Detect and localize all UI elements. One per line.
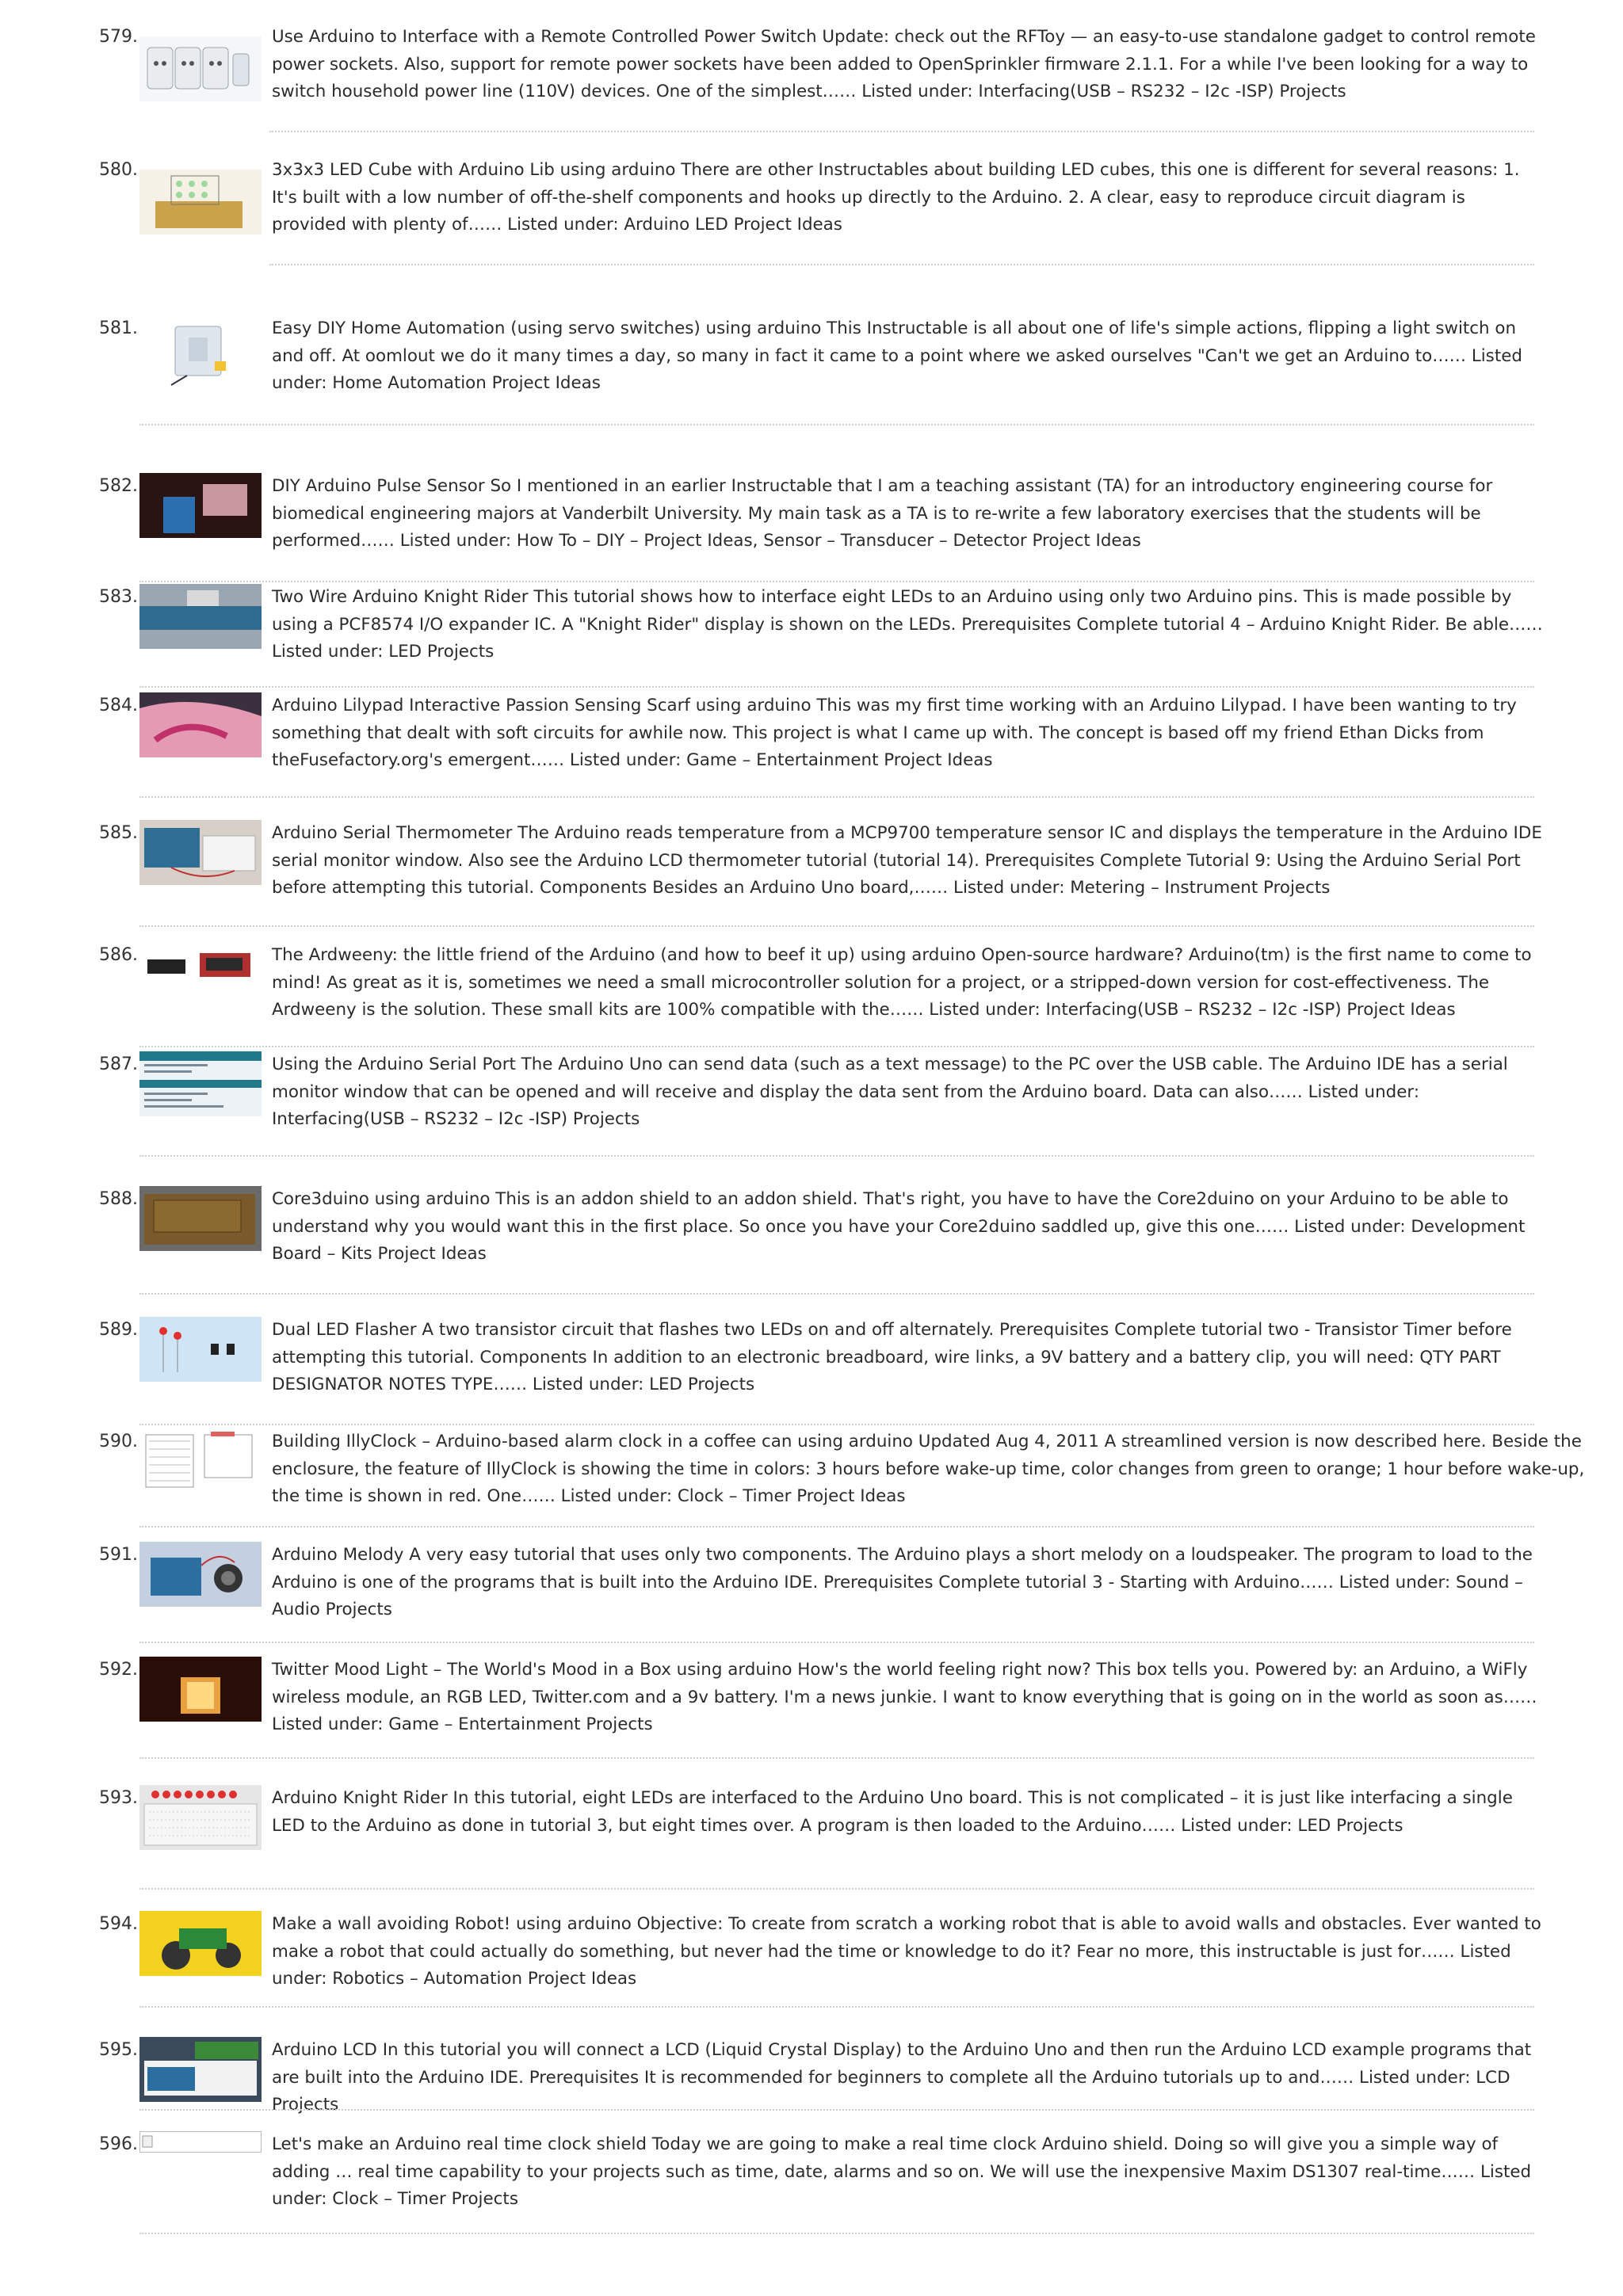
wall-avoiding-robot-thumbnail-svg xyxy=(139,1911,262,1976)
item-description-link[interactable]: Building IllyClock – Arduino-based alarm clock in a coffee can using arduino Updated Aug 4, 2011 A streamlined version is now described here. Beside the enclosure, the feature of IllyClock is showing the time in colors: 3 hours before wake-up time, color changes from green to orange; 1 hour before wake-up, the time is shown in red. One…… Listed under: Clock – Timer Project Ideas xyxy=(272,1432,1585,1506)
arduino-melody-thumbnail-svg xyxy=(139,1542,262,1607)
dotted-separator xyxy=(139,686,1534,688)
item-description-link[interactable]: Using the Arduino Serial Port The Arduino Uno can send data (such as a text message) to the PC over the USB cable. The Arduino IDE has a serial monitor window that can be opened and will receive and display the data sent from the Arduino board. Data can also…… Listed under: Interfacing(USB – RS232 – I2c -ISP) Projects xyxy=(272,1055,1508,1129)
servo-switch-thumbnail[interactable] xyxy=(139,322,262,387)
item-description-link[interactable]: Arduino Lilypad Interactive Passion Sensing Scarf using arduino This was my first time working with an Arduino Lilypad. I have been wanting to try something that dealt with soft circuits for awhile now. This project is what I came up with. The concept is based off my friend Ethan Dicks from theFusefactory.org's emergent…… Listed under: Game – Entertainment Project Ideas xyxy=(272,696,1517,770)
item-number: 589. xyxy=(99,1320,138,1340)
serial-port-thumbnail[interactable] xyxy=(139,1051,262,1116)
knight-rider-thumbnail-svg xyxy=(139,1785,262,1850)
knight-rider-two-wire-thumbnail[interactable] xyxy=(139,584,262,649)
item-description-link[interactable]: Arduino Serial Thermometer The Arduino reads temperature from a MCP9700 temperature sensor IC and displays the temperature in the Arduino IDE serial monitor window. Also see the Arduino LCD thermometer tutorial (tutorial 14). Prerequisites Complete Tutorial 9: Using the Arduino Serial Port before attempting this tutorial. Components Besides an Arduino Uno board,…… Listed under: Metering – Instrument Projects xyxy=(272,823,1542,898)
item-number: 593. xyxy=(99,1788,138,1808)
dotted-separator xyxy=(139,925,1534,927)
pulse-sensor-thumbnail-svg xyxy=(139,473,262,538)
item-description-link[interactable]: Let's make an Arduino real time clock shield Today we are going to make a real time clock Arduino shield. Doing so will give you a simple way of adding … real time capability to your projects such as time, date, alarms and so on. We will use the inexpensive Maxim DS1307 real-time…… Listed under: Clock – Timer Projects xyxy=(272,2134,1532,2209)
pulse-sensor-thumbnail[interactable] xyxy=(139,473,262,538)
core3duino-thumbnail-svg xyxy=(139,1186,262,1251)
item-number: 591. xyxy=(99,1545,138,1565)
dotted-separator xyxy=(139,1642,1534,1643)
item-description-link[interactable]: Arduino Melody A very easy tutorial that uses only two components. The Arduino plays a short melody on a loudspeaker. The program to load to the Arduino is one of the programs that is built into the Arduino IDE. Prerequisites Complete tutorial 3 - Starting with Arduino…… Listed under: Sound – Audio Projects xyxy=(272,1545,1533,1619)
item-description-link[interactable]: 3x3x3 LED Cube with Arduino Lib using arduino There are other Instructables about building LED cubes, this one is different for several reasons: 1. It's built with a low number of off-the-shelf components and hooks up directly to the Arduino. 2. A clear, easy to reproduce circuit diagram is provided with plenty of…… Listed under: Arduino LED Project Ideas xyxy=(272,160,1520,235)
dual-led-flasher-thumbnail-svg xyxy=(139,1317,262,1382)
dotted-separator xyxy=(139,1424,1534,1425)
dotted-separator xyxy=(139,1888,1534,1890)
remote-power-switch-thumbnail[interactable] xyxy=(139,36,262,101)
item-description-link[interactable]: Make a wall avoiding Robot! using arduino Objective: To create from scratch a working robot that is able to avoid walls and obstacles. Ever wanted to make a robot that could actually do something, but never had the time or knowledge to do it? Fear no more, this instructable is just for…… Listed under: Robotics – Automation Project Ideas xyxy=(272,1914,1541,1989)
item-number: 595. xyxy=(99,2040,138,2060)
illyclock-thumbnail[interactable] xyxy=(139,1428,262,1493)
dotted-separator xyxy=(139,1155,1534,1157)
dotted-separator xyxy=(139,1526,1534,1527)
item-number: 585. xyxy=(99,823,138,843)
item-description-link[interactable]: Arduino LCD In this tutorial you will connect a LCD (Liquid Crystal Display) to the Arduino Uno and then run the Arduino LCD example programs that are built into the Arduino IDE. Prerequisites It is recommended for beginners to complete all the Arduino tutorials up to and…… Listed under: LCD Projects xyxy=(272,2040,1532,2115)
item-number: 581. xyxy=(99,318,138,338)
serial-thermometer-thumbnail-svg xyxy=(139,820,262,885)
arduino-melody-thumbnail[interactable] xyxy=(139,1542,262,1607)
wall-avoiding-robot-thumbnail[interactable] xyxy=(139,1911,262,1976)
knight-rider-two-wire-thumbnail-svg xyxy=(139,584,262,649)
ardweeny-thumbnail[interactable] xyxy=(139,942,262,1007)
item-number: 584. xyxy=(99,696,138,715)
item-description-link[interactable]: Easy DIY Home Automation (using servo switches) using arduino This Instructable is all about one of life's simple actions, flipping a light switch on and off. At oomlout we do it many times a day, so many in fact it came to a point where we asked ourselves "Can't we get an Arduino to…… Listed under: Home Automation Project Ideas xyxy=(272,318,1522,393)
illyclock-thumbnail-svg xyxy=(139,1428,262,1493)
dotted-separator xyxy=(139,2233,1534,2234)
serial-thermometer-thumbnail[interactable] xyxy=(139,820,262,885)
passion-scarf-thumbnail-svg xyxy=(139,692,262,757)
item-number: 587. xyxy=(99,1055,138,1074)
dotted-separator xyxy=(139,1757,1534,1759)
dotted-separator xyxy=(139,424,1534,425)
serial-port-thumbnail-svg xyxy=(139,1051,262,1116)
item-description-link[interactable]: Core3duino using arduino This is an addon shield to an addon shield. That's right, you have to have the Core2duino on your Arduino to be able to understand why you would want this in the first place. So once you have your Core2duino saddled up, give this one…… Listed under: Development Board – Kits Project Ideas xyxy=(272,1189,1526,1264)
arduino-lcd-thumbnail[interactable] xyxy=(139,2037,262,2102)
core3duino-thumbnail[interactable] xyxy=(139,1186,262,1251)
knight-rider-thumbnail[interactable] xyxy=(139,1785,262,1850)
item-number: 580. xyxy=(99,160,138,180)
dotted-separator xyxy=(269,131,1534,132)
arduino-lcd-thumbnail-svg xyxy=(139,2037,262,2102)
rtc-shield-thumbnail[interactable] xyxy=(139,2131,262,2153)
item-description-link[interactable]: DIY Arduino Pulse Sensor So I mentioned in an earlier Instructable that I am a teaching assistant (TA) for an introductory engineering course for biomedical engineering majors at Vanderbilt University. My main task as a TA is to re-write a few laboratory exercises that the students will be performed…… Listed under: How To – DIY – Project Ideas, Sensor – Transducer – Detector Project Ideas xyxy=(272,476,1493,551)
twitter-mood-light-thumbnail[interactable] xyxy=(139,1657,262,1722)
rtc-shield-thumbnail-svg xyxy=(139,2131,262,2153)
dotted-separator xyxy=(269,264,1534,265)
led-cube-thumbnail-svg xyxy=(139,170,262,235)
dual-led-flasher-thumbnail[interactable] xyxy=(139,1317,262,1382)
item-description-link[interactable]: Twitter Mood Light – The World's Mood in a Box using arduino How's the world feeling right now? This box tells you. Powered by: an Arduino, a WiFly wireless module, an RGB LED, Twitter.com and a 9v battery. I'm a news junkie. I want to know everything that is going on in the world as soon as…… Listed under: Game – Entertainment Projects xyxy=(272,1660,1537,1734)
dotted-separator xyxy=(139,581,1534,582)
item-number: 594. xyxy=(99,1914,138,1934)
item-number: 588. xyxy=(99,1189,138,1209)
item-number: 582. xyxy=(99,476,138,496)
dotted-separator xyxy=(139,1293,1534,1295)
passion-scarf-thumbnail[interactable] xyxy=(139,692,262,757)
dotted-separator xyxy=(139,2109,1534,2111)
led-cube-thumbnail[interactable] xyxy=(139,170,262,235)
servo-switch-thumbnail-svg xyxy=(139,322,262,387)
item-number: 583. xyxy=(99,587,138,607)
ardweeny-thumbnail-svg xyxy=(139,942,262,1007)
item-description-link[interactable]: Dual LED Flasher A two transistor circuit that flashes two LEDs on and off alternately. Prerequisites Complete tutorial two - Transistor Timer before attempting this tutorial. Components In addition to an electronic breadboard, wire links, a 9V battery and a battery clip, you will need: QTY PART DESIGNATOR NOTES TYPE…… Listed under: LED Projects xyxy=(272,1320,1512,1394)
item-number: 579. xyxy=(99,27,138,47)
item-description-link[interactable]: Two Wire Arduino Knight Rider This tutorial shows how to interface eight LEDs to an Arduino using only two Arduino pins. This is made possible by using a PCF8574 I/O expander IC. A "Knight Rider" display is shown on the LEDs. Prerequisites Complete tutorial 4 – Arduino Knight Rider. Be able…… Listed under: LED Projects xyxy=(272,587,1543,662)
twitter-mood-light-thumbnail-svg xyxy=(139,1657,262,1722)
dotted-separator xyxy=(139,796,1534,798)
item-number: 586. xyxy=(99,945,138,965)
remote-power-switch-thumbnail-svg xyxy=(139,36,262,101)
item-number: 596. xyxy=(99,2134,138,2154)
item-number: 592. xyxy=(99,1660,138,1680)
dotted-separator xyxy=(139,2006,1534,2008)
item-number: 590. xyxy=(99,1432,138,1451)
item-description-link[interactable]: The Ardweeny: the little friend of the Arduino (and how to beef it up) using arduino Open-source hardware? Arduino(tm) is the first name to come to mind! As great as it is, sometimes we need a small microcontroller solution for a project, or a stripped-down version for cost-effectiveness. The Ardweeny is the solution. These small kits are 100% compatible with the…… Listed under: Interfacing(USB – RS232 – I2c -ISP) Project Ideas xyxy=(272,945,1532,1020)
dotted-separator xyxy=(139,1046,1534,1047)
item-description-link[interactable]: Arduino Knight Rider In this tutorial, eight LEDs are interfaced to the Arduino Uno board. This is not complicated – it is just like interfacing a single LED to the Arduino as done in tutorial 3, but eight times over. A program is then loaded to the Arduino…… Listed under: LED Projects xyxy=(272,1788,1513,1836)
item-description-link[interactable]: Use Arduino to Interface with a Remote Controlled Power Switch Update: check out the RFToy — an easy-to-use standalone gadget to control remote power sockets. Also, support for remote power sockets have been added to OpenSprinkler firmware 2.1.1. For a while I've been looking for a way to switch household power line (110V) devices. One of the simplest…… Listed under: Interfacing(USB – RS232 – I2c -ISP) Projects xyxy=(272,27,1536,101)
